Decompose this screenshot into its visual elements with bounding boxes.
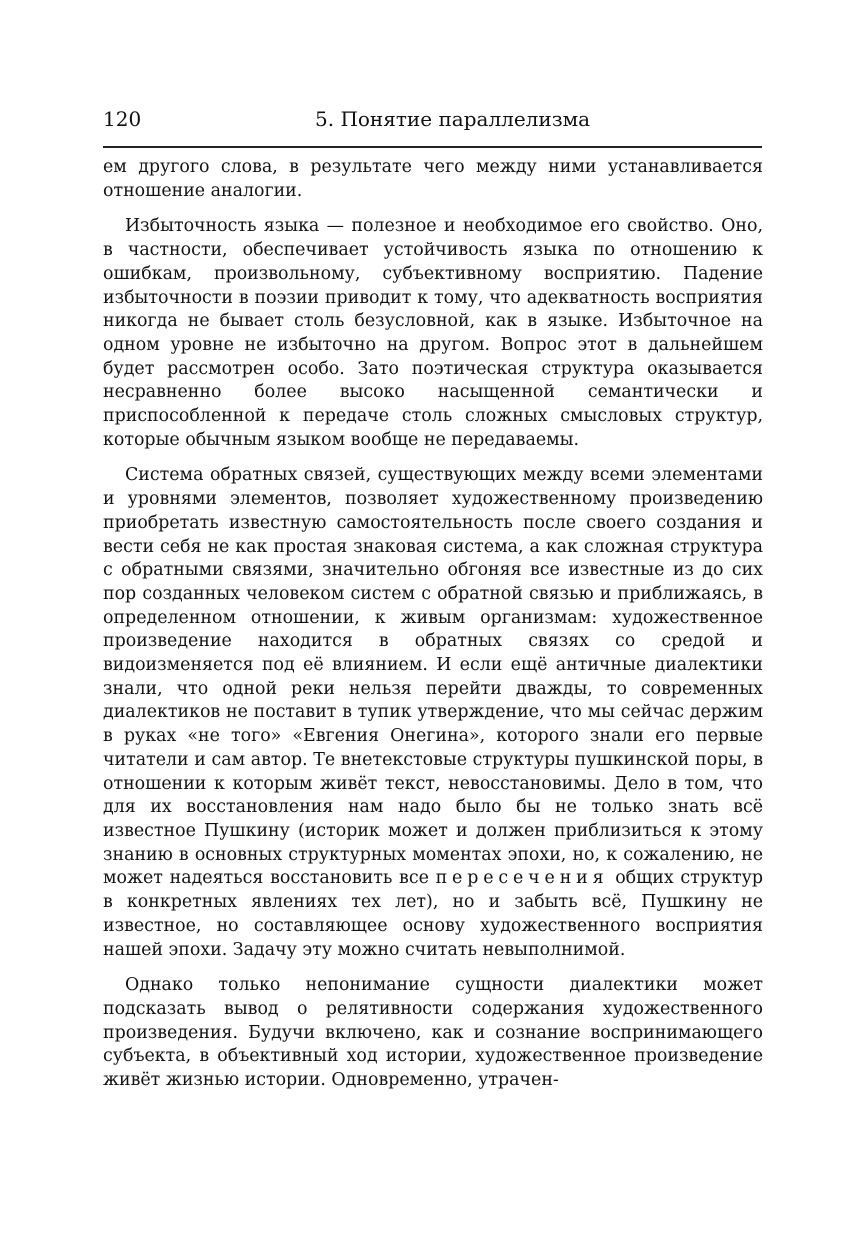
emphasized-word: пересечения <box>435 868 609 889</box>
running-title: 5. Понятие параллелизма <box>315 107 591 131</box>
paragraph-redundancy: Избыточность языка — полезное и необходимое его свойство. Оно, в частности, обеспечивает устойчивость языка по отношению к ошибкам, произвольному, субъективному восприятию. Падение избыточности в поэзии приводит к тому, что адекватность восприятия никогда не бывает столь безусловной, как в языке. Избыточное на одном уровне не избыточно на другом. Вопрос этот в дальнейшем будет рассмотрен особо. Зато поэтическая структура оказывается несравненно более высоко насыщенной семантически и приспособленной к передаче столь сложных смысловых структур, которые обычным языком вообще не передаваемы. <box>103 216 763 450</box>
paragraph-feedback-system <box>103 464 763 962</box>
page-number: 120 <box>103 107 142 131</box>
paragraph-continued: ем другого слова, в результате чего между ними устанавливается отношение аналогии. <box>103 157 763 201</box>
paragraph-text-after: общих структур в конкретных явлениях тех лет), но и забыть всё, Пушкину не известное, но составляющее основу художественного восприятия нашей эпохи. Задачу эту можно считать невыполнимой. <box>103 868 763 960</box>
paragraph-text-before: Система обратных связей, существующих между всеми элементами и уровнями элементов, позволяет художественному произведению приобретать известную самостоятельность после своего создания и вести себя не как простая знаковая система, а как сложная структура с обратными связями, значительно обгоняя все известные из до сих пор созданных человеком систем с обратной связью и приближаясь, в определенном отношении, к живым организмам: художественное произведение находится в обратных связях со средой и видоизменяется под её влиянием. И если ещё античные диалектики знали, что одной реки нельзя перейти дважды, то современных диалектиков не поставит в тупик утверждение, что мы сейчас держим в руках «не того» «Евгения Онегина», которого знали его первые читатели и сам автор. Те внетекстовые структуры пушкинской поры, в отношении к которым живёт текст, невосстановимы. Дело в том, что для их восстановления нам надо было бы не только знать всё известное Пушкину (историк может и должен приблизиться к этому знанию в основных структурных моментах эпохи, но, к сожалению, не может надеяться восстановить все <box>103 465 763 889</box>
header-rule <box>103 146 762 148</box>
paragraph-dialectics: Однако только непонимание сущности диалектики может подсказать вывод о релятивности содержания художественного произведения. Будучи включено, как и сознание воспринимающего субъекта, в объективный ход истории, художественное произведение живёт жизнью истории. Одновременно, утрачен- <box>103 975 763 1091</box>
page-header <box>103 104 763 134</box>
body-text <box>103 156 763 1105</box>
